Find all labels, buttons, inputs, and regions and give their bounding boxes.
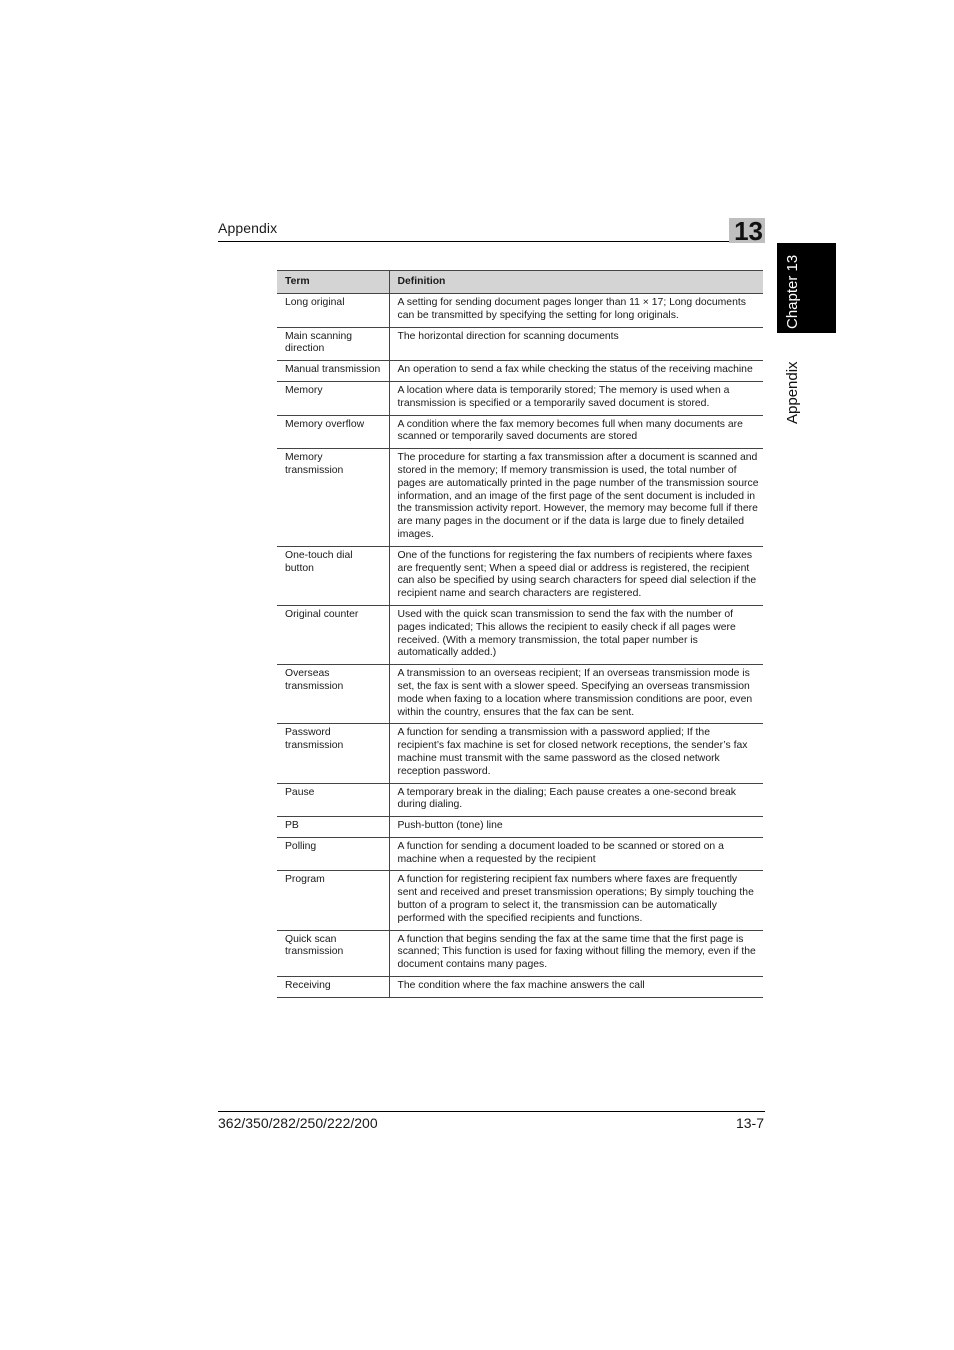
table-row <box>277 724 763 783</box>
term-cell: Pause <box>277 783 389 817</box>
column-header-term: Term <box>277 271 389 294</box>
table-row <box>277 605 763 664</box>
table-row <box>277 381 763 415</box>
definition-cell: A location where data is temporarily stored; The memory is used when a transmission is specified or a temporarily saved document is stored. <box>389 381 763 415</box>
glossary-table <box>277 270 763 998</box>
definition-cell: A condition where the fax memory becomes full when many documents are scanned or temporarily saved documents are stored <box>389 415 763 449</box>
term-cell: Main scanning direction <box>277 327 389 361</box>
definition-cell: A function for sending a transmission with a password applied; If the recipient’s fax machine is set for closed network receptions, the sender’s fax machine must transmit with the same password as the closed network reception password. <box>389 724 763 783</box>
footer-page-number: 13-7 <box>735 1115 764 1131</box>
table-row <box>277 977 763 998</box>
definition-cell: A function that begins sending the fax at the same time that the first page is scanned; This function is used for faxing without filling the memory, even if the document contains many pages. <box>389 930 763 976</box>
definition-cell: Used with the quick scan transmission to send the fax with the number of pages indicated; This allows the recipient to easily check if all pages were received. (With a memory transmission, the total paper number is automatically added.) <box>389 605 763 664</box>
table-row <box>277 837 763 871</box>
definition-cell: The procedure for starting a fax transmission after a document is scanned and stored in the memory; If memory transmission is used, the total number of pages are automatically printed in the page number of the transmission source information, and an image of the first page of the sent document is included in the transmission activity report. However, the memory may become full if there are many pages in the document or if the data is large due to finely detailed images. <box>389 449 763 547</box>
page-header-title: Appendix <box>218 220 278 236</box>
table-row <box>277 361 763 382</box>
table-header-row <box>277 271 763 294</box>
definition-cell: The horizontal direction for scanning documents <box>389 327 763 361</box>
definition-cell: A function for registering recipient fax numbers where faxes are frequently sent and received and preset transmission operations; By simply touching the button of a program to select it, the transmission can be automatically performed with the specified recipients and functions. <box>389 871 763 930</box>
term-cell: Polling <box>277 837 389 871</box>
table-row <box>277 294 763 328</box>
table-row <box>277 449 763 547</box>
chapter-number: 13 <box>734 218 763 243</box>
table-row <box>277 930 763 976</box>
footer-rule <box>218 1111 765 1112</box>
term-cell: Memory <box>277 381 389 415</box>
term-cell: Memory overflow <box>277 415 389 449</box>
definition-cell: An operation to send a fax while checking the status of the receiving machine <box>389 361 763 382</box>
term-cell: PB <box>277 817 389 838</box>
definition-cell: A function for sending a document loaded to be scanned or stored on a machine when a requested by the recipient <box>389 837 763 871</box>
table-row <box>277 327 763 361</box>
definition-cell: A setting for sending document pages longer than 11 × 17; Long documents can be transmitted by specifying the setting for long originals. <box>389 294 763 328</box>
table-row <box>277 415 763 449</box>
side-tab-section-label: Appendix <box>784 361 801 424</box>
term-cell: Program <box>277 871 389 930</box>
definition-cell: A transmission to an overseas recipient; If an overseas transmission mode is set, the fax is sent with a slower speed. Specifying an overseas transmission mode when faxing to a location where transmission conditions are poor, even within the country, ensures that the fax can be sent. <box>389 665 763 724</box>
column-header-definition: Definition <box>389 271 763 294</box>
table-row <box>277 546 763 605</box>
glossary-body <box>277 294 763 998</box>
term-cell: Receiving <box>277 977 389 998</box>
term-cell: Overseas transmission <box>277 665 389 724</box>
footer-model-numbers: 362/350/282/250/222/200 <box>218 1115 378 1131</box>
table-row <box>277 871 763 930</box>
term-cell: Quick scan transmission <box>277 930 389 976</box>
definition-cell: One of the functions for registering the fax numbers of recipients where faxes are frequently sent; When a speed dial or address is registered, the recipient can also be specified by using search characters for speed dial selection if the recipient name and search characters are registered. <box>389 546 763 605</box>
table-row <box>277 783 763 817</box>
term-cell: Memory transmission <box>277 449 389 547</box>
table-row <box>277 665 763 724</box>
definition-cell: Push-button (tone) line <box>389 817 763 838</box>
term-cell: Password transmission <box>277 724 389 783</box>
definition-cell: A temporary break in the dialing; Each pause creates a one-second break during dialing. <box>389 783 763 817</box>
term-cell: Original counter <box>277 605 389 664</box>
term-cell: One-touch dial button <box>277 546 389 605</box>
term-cell: Long original <box>277 294 389 328</box>
chapter-number-box <box>729 218 765 243</box>
term-cell: Manual transmission <box>277 361 389 382</box>
definition-cell: The condition where the fax machine answers the call <box>389 977 763 998</box>
side-tab-chapter-label: Chapter 13 <box>784 254 801 329</box>
table-row <box>277 817 763 838</box>
header-rule <box>218 241 765 242</box>
